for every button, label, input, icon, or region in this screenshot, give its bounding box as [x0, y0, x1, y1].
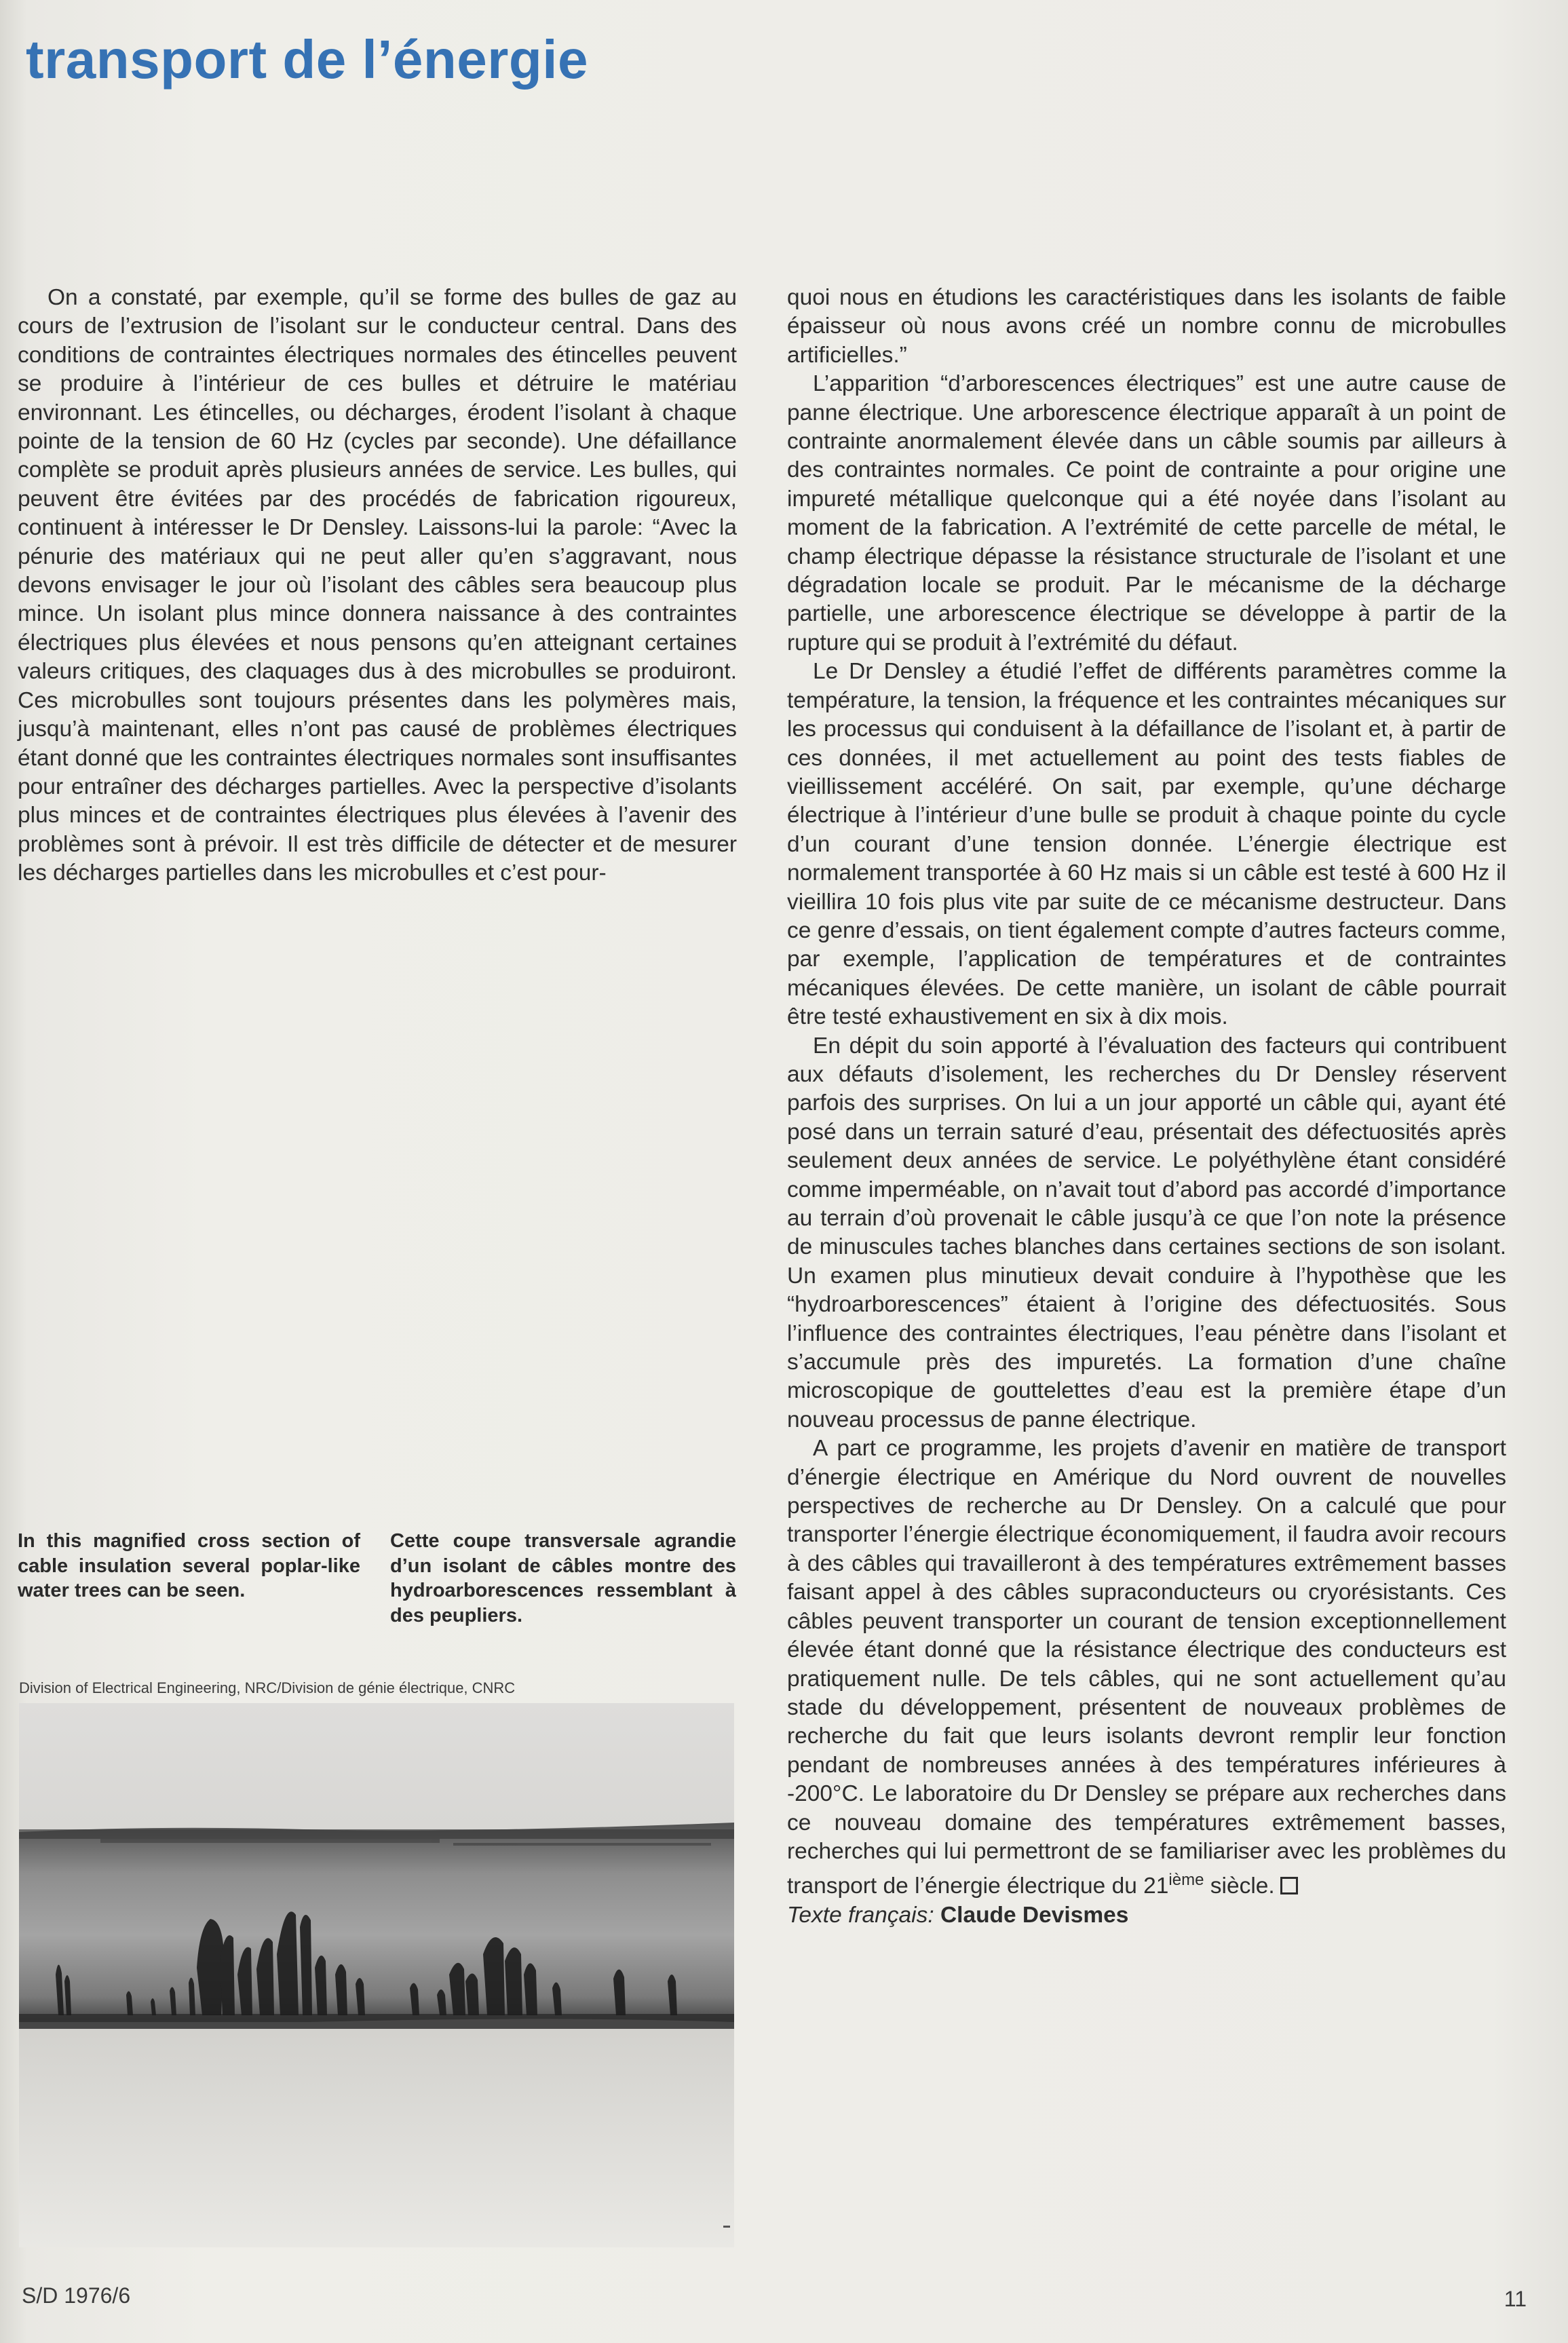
page-title: transport de l’énergie — [26, 29, 588, 90]
publication-issue: S/D 1976/6 — [22, 2283, 131, 2308]
paragraph-last — [787, 1434, 1506, 1901]
right-column — [787, 284, 1506, 1930]
translation-credit-label: Texte français: — [787, 1902, 940, 1928]
paragraph: En dépit du soin apporté à l’évaluation des facteurs qui contribuent aux défauts d’isolement, les recherches du Dr Densley réservent parfois des surprises. On lui a un jour apporté un câble qui, ayant été posé dans un terrain saturé d’eau, présentait des défectuosités après seulement deux années de service. Le polyéthylène étant considéré comme imperméable, on n’avait tout d’abord pas accordé d’importance au terrain d’où provenait le câble jusqu’à ce que l’on note la présence de minuscules taches blanches dans certaines sections de son isolant. Un examen plus minutieux devait conduire à l’hypothèse que les “hydroarborescences” étaient à l’origine des défectuosités. Sous l’influence des contraintes électriques, l’eau pénètre dans l’isolant et s’accumule près des impuretés. La formation d’une chaîne microscopique de gouttelettes d’eau est la première étape d’un nouveau processus de panne électrique. — [787, 1033, 1506, 1432]
paragraph: L’apparition “d’arborescences électriques” est une autre cause de panne électrique. Une arborescence électrique apparaît à un point de contrainte anormalement élevée dans un câble soumis par ailleurs à des contraintes normales. Ce point de contrainte a pour origine une impureté métallique quelconque qui a été noyée dans l’isolant au moment de la fabrication. A l’extrémité de cette parcelle de métal, le champ électrique dépasse la résistance structurale de l’isolant et une dégradation locale se produit. Par le mécanisme de la décharge partielle, une arborescence électrique se développe à partir de la rupture qui se produit à l’extrémité du défaut. — [787, 371, 1506, 655]
figure-caption-french: Cette coupe transversale agrandie d’un isolant de câbles montre des hydroarborescences ressemblant à des peupliers. — [390, 1530, 736, 1626]
translation-credit — [787, 1901, 1506, 1930]
paragraph-last-main: A part ce programme, les projets d’avenir en matière de transport d’énergie électrique en Amérique du Nord ouvrent de nouvelles perspectives de recherche au Dr Densley. On a calculé que pour transporter l’énergie électrique économiquement, il faudra avoir recours à des câbles qui travailleront à des températures extrêmement basses faisant appel à des câbles supraconducteurs ou cryorésistants. Ces câbles peuvent transporter un courant de tension exceptionnellement élevée étant donné que la résistance électrique des conducteurs est pratiquement nulle. De tels câbles, qui ne sont actuellement qu’au stade du développement, présentent de nouveaux problèmes de recherche du fait que leurs isolants devront remplir leur fonction pendant de nombreuses années à des températures inférieures à -200°C. Le laboratoire du Dr Densley se prépare aux recherches dans ce nouveau domaine des températures extrêmement basses, recherches qui lui permettront de se familiariser avec les problèmes du transport de l’énergie électrique du 21 — [787, 1436, 1506, 1899]
paragraph: On a constaté, par exemple, qu’il se forme des bulles de gaz au cours de l’extrusion de l’isolant sur le conducteur central. Dans des conditions de contraintes électriques normales des étincelles peuvent se produire à l’intérieur de ces bulles et détruire le matériau environnant. Les étincelles, ou décharges, érodent l’isolant à chaque pointe de la tension de 60 Hz (cycles par seconde). Une défaillance complète se produit après plusieurs années de service. Les bulles, qui peuvent être évitées par des procédés de fabrication rigoureux, continuent à intéresser le Dr Densley. Laissons-lui la parole: “Avec la pénurie des matériaux qui ne peut aller qu’en s’aggravant, nous devons envisager le jour où l’isolant des câbles sera beaucoup plus mince. Un isolant plus mince donnera naissance à des contraintes électriques plus élevées et nous pensons qu’en atteignant certaines valeurs critiques, des claquages dus à des microbulles se produiront. Ces microbulles sont toujours présentes dans les polymères mais, jusqu’à maintenant, elles n’ont pas causé de problèmes électriques étant donné que les contraintes électriques normales sont insuffisantes pour entraîner des décharges partielles. Avec la perspective d’isolants plus minces et de contraintes électriques plus élevées à l’avenir des problèmes sont à prévoir. Il est très difficile de détecter et de mesurer les décharges partielles dans les microbulles et c’est pour- — [18, 285, 737, 886]
translator-name: Claude Devismes — [940, 1902, 1129, 1928]
paragraph-last-tail: siècle. — [1204, 1873, 1275, 1899]
left-column — [18, 284, 737, 888]
photo-credit: Division of Electrical Engineering, NRC/Division de génie électrique, CNRC — [19, 1679, 516, 1696]
page-number: 11 — [1504, 2287, 1527, 2311]
paragraph: Le Dr Densley a étudié l’effet de différents paramètres comme la température, la tension, la fréquence et les contraintes mécaniques sur les processus qui conduisent à la défaillance de l’isolant et, à partir de ces données, il met actuellement au point des tests fiables de vieillissement accéléré. On sait, par exemple, qu’une décharge électrique à l’intérieur d’une bulle se produit à chaque pointe du cycle d’un courant d’une tension donnée. L’énergie électrique est normalement transportée à 60 Hz mais si un câble est testé à 600 Hz il vieillira 10 fois plus vite par suite de ce mécanisme destructeur. Dans ce genre d’essais, on tient également compte d’autres facteurs comme, par exemple, l’application de températures et de contraintes mécaniques élevées. De cette manière, un isolant de câble pourrait être testé exhaustivement en six à dix mois. — [787, 659, 1506, 1030]
paragraph-continuation: quoi nous en étudions les caractéristiques dans les isolants de faible épaisseur où nous avons créé un nombre connu de microbulles artificielles.” — [787, 285, 1506, 368]
end-of-article-icon — [1280, 1877, 1298, 1894]
water-trees-micrograph-icon — [19, 1703, 734, 2247]
superscript: ième — [1168, 1871, 1204, 1890]
figure-caption-english: In this magnified cross section of cable insulation several poplar-like water trees can be seen. — [18, 1530, 360, 1601]
